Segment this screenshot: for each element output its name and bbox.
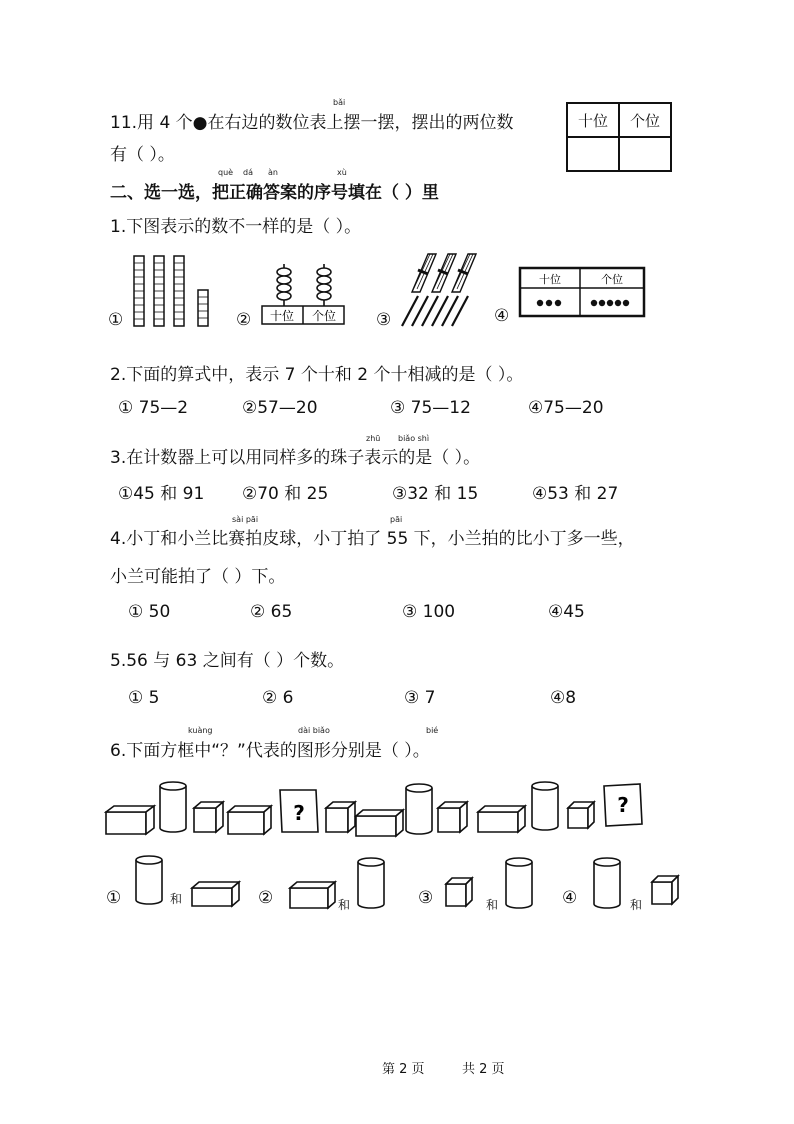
q6-option4-label[interactable]: ④	[562, 888, 578, 908]
q5-option4[interactable]: ④8	[550, 688, 577, 708]
q5-text: 5.56 与 63 之间有（ ）个数。	[110, 651, 345, 671]
q1-option3-label[interactable]: ③	[376, 310, 392, 330]
tens-header: 十位	[567, 103, 619, 137]
q4-line2: 小兰可能拍了（ ）下。	[110, 567, 286, 587]
q1-option4-label[interactable]: ④	[494, 306, 510, 326]
q3-option2[interactable]: ②70 和 25	[242, 484, 329, 504]
pinyin-pai: pāi	[390, 515, 403, 524]
q4-line1: 4.小丁和小兰比赛拍皮球，小丁拍了 55 下，小兰拍的比小丁多一些，	[110, 529, 635, 549]
card-tens-label: 十位	[539, 273, 561, 286]
q2-option4[interactable]: ④75—20	[528, 398, 604, 418]
card-ones-label: 个位	[601, 273, 623, 286]
q5-option2[interactable]: ② 6	[262, 688, 294, 708]
abacus-ones-label: 个位	[311, 309, 337, 323]
answer-shapes-figure	[126, 852, 686, 914]
q5-option1[interactable]: ① 5	[128, 688, 160, 708]
q6-option2-label[interactable]: ②	[258, 888, 274, 908]
q1-option2-label[interactable]: ②	[236, 310, 252, 330]
footer-page: 第 2 页	[382, 1062, 425, 1077]
pinyin-zhu: zhū	[366, 434, 381, 443]
place-value-card-figure	[518, 266, 646, 318]
ten-rods-figure	[130, 252, 215, 328]
q6-and-1: 和	[170, 892, 183, 906]
q3-option1[interactable]: ①45 和 91	[118, 484, 205, 504]
pinyin-que: què	[218, 168, 234, 177]
q3-text: 3.在计数器上可以用同样多的珠子表示的是（ ）。	[110, 448, 481, 468]
ones-cell[interactable]	[619, 137, 671, 171]
q1-option1-label[interactable]: ①	[108, 310, 124, 330]
q6-text: 6.下面方框中“？”代表的图形分别是（ ）。	[110, 741, 430, 761]
q6-and-4: 和	[630, 898, 643, 912]
place-value-table	[566, 102, 672, 172]
q3-option3[interactable]: ③32 和 15	[392, 484, 479, 504]
pinyin-da: dá	[243, 168, 253, 177]
q4-option4[interactable]: ④45	[548, 602, 585, 622]
q2-text: 2.下面的算式中，表示 7 个十和 2 个十相减的是（ ）。	[110, 365, 524, 385]
pinyin-bai: bǎi	[333, 98, 346, 107]
pinyin-saipai: sài pāi	[232, 515, 259, 524]
footer-total: 共 2 页	[462, 1062, 505, 1077]
pinyin-xu: xù	[337, 168, 347, 177]
q1-text: 1.下图表示的数不一样的是（ ）。	[110, 217, 362, 237]
pinyin-biaoshi: biǎo shì	[398, 434, 430, 443]
tens-cell[interactable]	[567, 137, 619, 171]
pinyin-kuang: kuàng	[188, 726, 213, 735]
q2-option2[interactable]: ②57—20	[242, 398, 318, 418]
q4-option1[interactable]: ① 50	[128, 602, 171, 622]
q4-option3[interactable]: ③ 100	[402, 602, 456, 622]
pinyin-daibiao: dài biǎo	[298, 726, 330, 735]
section2-heading: 二、选一选，把正确答案的序号填在（ ）里	[110, 183, 439, 203]
shape-sequence-figure	[104, 778, 649, 840]
q11-line1: 11.用 4 个●在右边的数位表上摆一摆，摆出的两位数	[110, 113, 514, 133]
q6-option3-label[interactable]: ③	[418, 888, 434, 908]
question-mark-2: ?	[617, 793, 629, 817]
q5-option3[interactable]: ③ 7	[404, 688, 436, 708]
q6-option1-label[interactable]: ①	[106, 888, 122, 908]
abacus-tens-label: 十位	[269, 309, 295, 323]
question-mark-1: ?	[293, 801, 305, 825]
ones-header: 个位	[619, 103, 671, 137]
q6-and-3: 和	[486, 898, 499, 912]
pinyin-an: àn	[268, 168, 278, 177]
q3-option4[interactable]: ④53 和 27	[532, 484, 619, 504]
q11-line2: 有（ ）。	[110, 145, 175, 165]
stick-bundles-figure	[398, 248, 478, 330]
q6-and-2: 和	[338, 898, 351, 912]
pinyin-bie: bié	[426, 726, 439, 735]
abacus-figure	[258, 262, 348, 328]
q2-option3[interactable]: ③ 75—12	[390, 398, 471, 418]
q4-option2[interactable]: ② 65	[250, 602, 293, 622]
q2-option1[interactable]: ① 75—2	[118, 398, 189, 418]
